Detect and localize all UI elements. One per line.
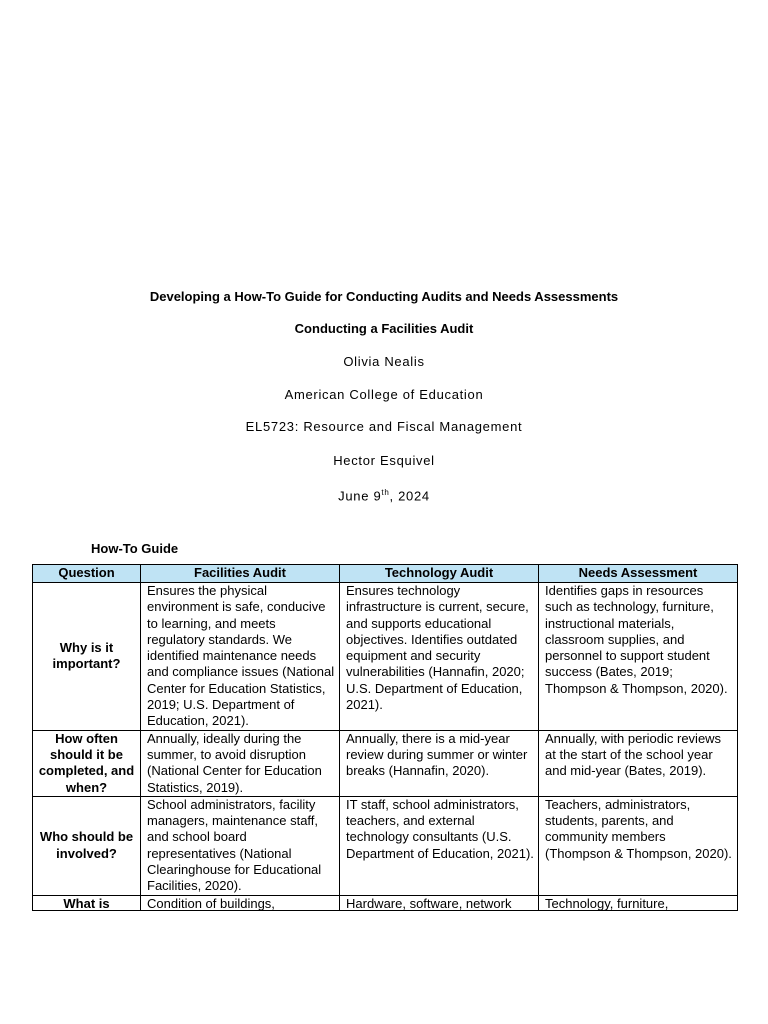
row-question: Who should be involved?	[33, 796, 141, 895]
cell-needs: Annually, with periodic reviews at the start of the school year and mid-year (Bates, 2019).	[539, 730, 738, 796]
document-title: Developing a How-To Guide for Conducting Audits and Needs Assessments	[149, 289, 619, 304]
row-question-text: What is	[63, 895, 110, 910]
how-to-guide-table	[32, 564, 738, 911]
author-name: Olivia Nealis	[343, 354, 425, 369]
date-superscript: th	[381, 488, 390, 497]
instructor-name: Hector Esquivel	[333, 453, 435, 468]
cell-technology: Ensures technology infrastructure is current, secure, and supports educational objectives. Identifies outdated equipment and security vulnerabilities (Hannafin, 2020; U.S. Department of Education, 2021).	[340, 583, 539, 731]
header-needs-assessment: Needs Assessment	[539, 565, 738, 583]
cell-needs-text: Technology, furniture,	[545, 895, 669, 910]
cell-facilities: Ensures the physical environment is safe, conducive to learning, and meets regulatory standards. We identified maintenance needs and compliance issues (National Center for Education Statistics, 2019; U.S. Department of Education, 2021).	[141, 583, 340, 731]
cell-needs	[539, 895, 738, 910]
cell-facilities-text: Condition of buildings,	[147, 895, 275, 910]
date-suffix: , 2024	[389, 488, 430, 504]
table-row	[33, 730, 738, 796]
cell-technology-text: Hardware, software, network	[346, 895, 512, 910]
section-label: How-To Guide	[91, 541, 179, 556]
header-question: Question	[33, 565, 141, 583]
cell-technology: Annually, there is a mid-year review during summer or winter breaks (Hannafin, 2020).	[340, 730, 539, 796]
document-subtitle: Conducting a Facilities Audit	[294, 321, 474, 336]
row-question: Why is it important?	[33, 583, 141, 731]
cell-needs: Identifies gaps in resources such as technology, furniture, instructional materials, classroom supplies, and personnel to support student success (Bates, 2019; Thompson & Thompson, 2020).	[539, 583, 738, 731]
table-row	[33, 583, 738, 731]
cell-facilities: Annually, ideally during the summer, to avoid disruption (National Center for Education Statistics, 2019).	[141, 730, 340, 796]
table-row	[33, 796, 738, 895]
cell-technology	[340, 895, 539, 910]
date-prefix: June 9	[338, 488, 382, 504]
submission-date	[0, 485, 768, 504]
table-row	[33, 895, 738, 910]
header-facilities-audit: Facilities Audit	[141, 565, 340, 583]
course-name: EL5723: Resource and Fiscal Management	[245, 419, 523, 434]
row-question	[33, 895, 141, 910]
cell-facilities	[141, 895, 340, 910]
cell-technology: IT staff, school administrators, teachers, and external technology consultants (U.S. Department of Education, 2021).	[340, 796, 539, 895]
header-technology-audit: Technology Audit	[340, 565, 539, 583]
cell-needs: Teachers, administrators, students, parents, and community members (Thompson & Thompson, 2020).	[539, 796, 738, 895]
institution-name: American College of Education	[284, 387, 484, 402]
cell-facilities: School administrators, facility managers, maintenance staff, and school board representatives (National Clearinghouse for Educational Facilities, 2020).	[141, 796, 340, 895]
table-header-row	[33, 565, 738, 583]
row-question: How often should it be completed, and when?	[33, 730, 141, 796]
